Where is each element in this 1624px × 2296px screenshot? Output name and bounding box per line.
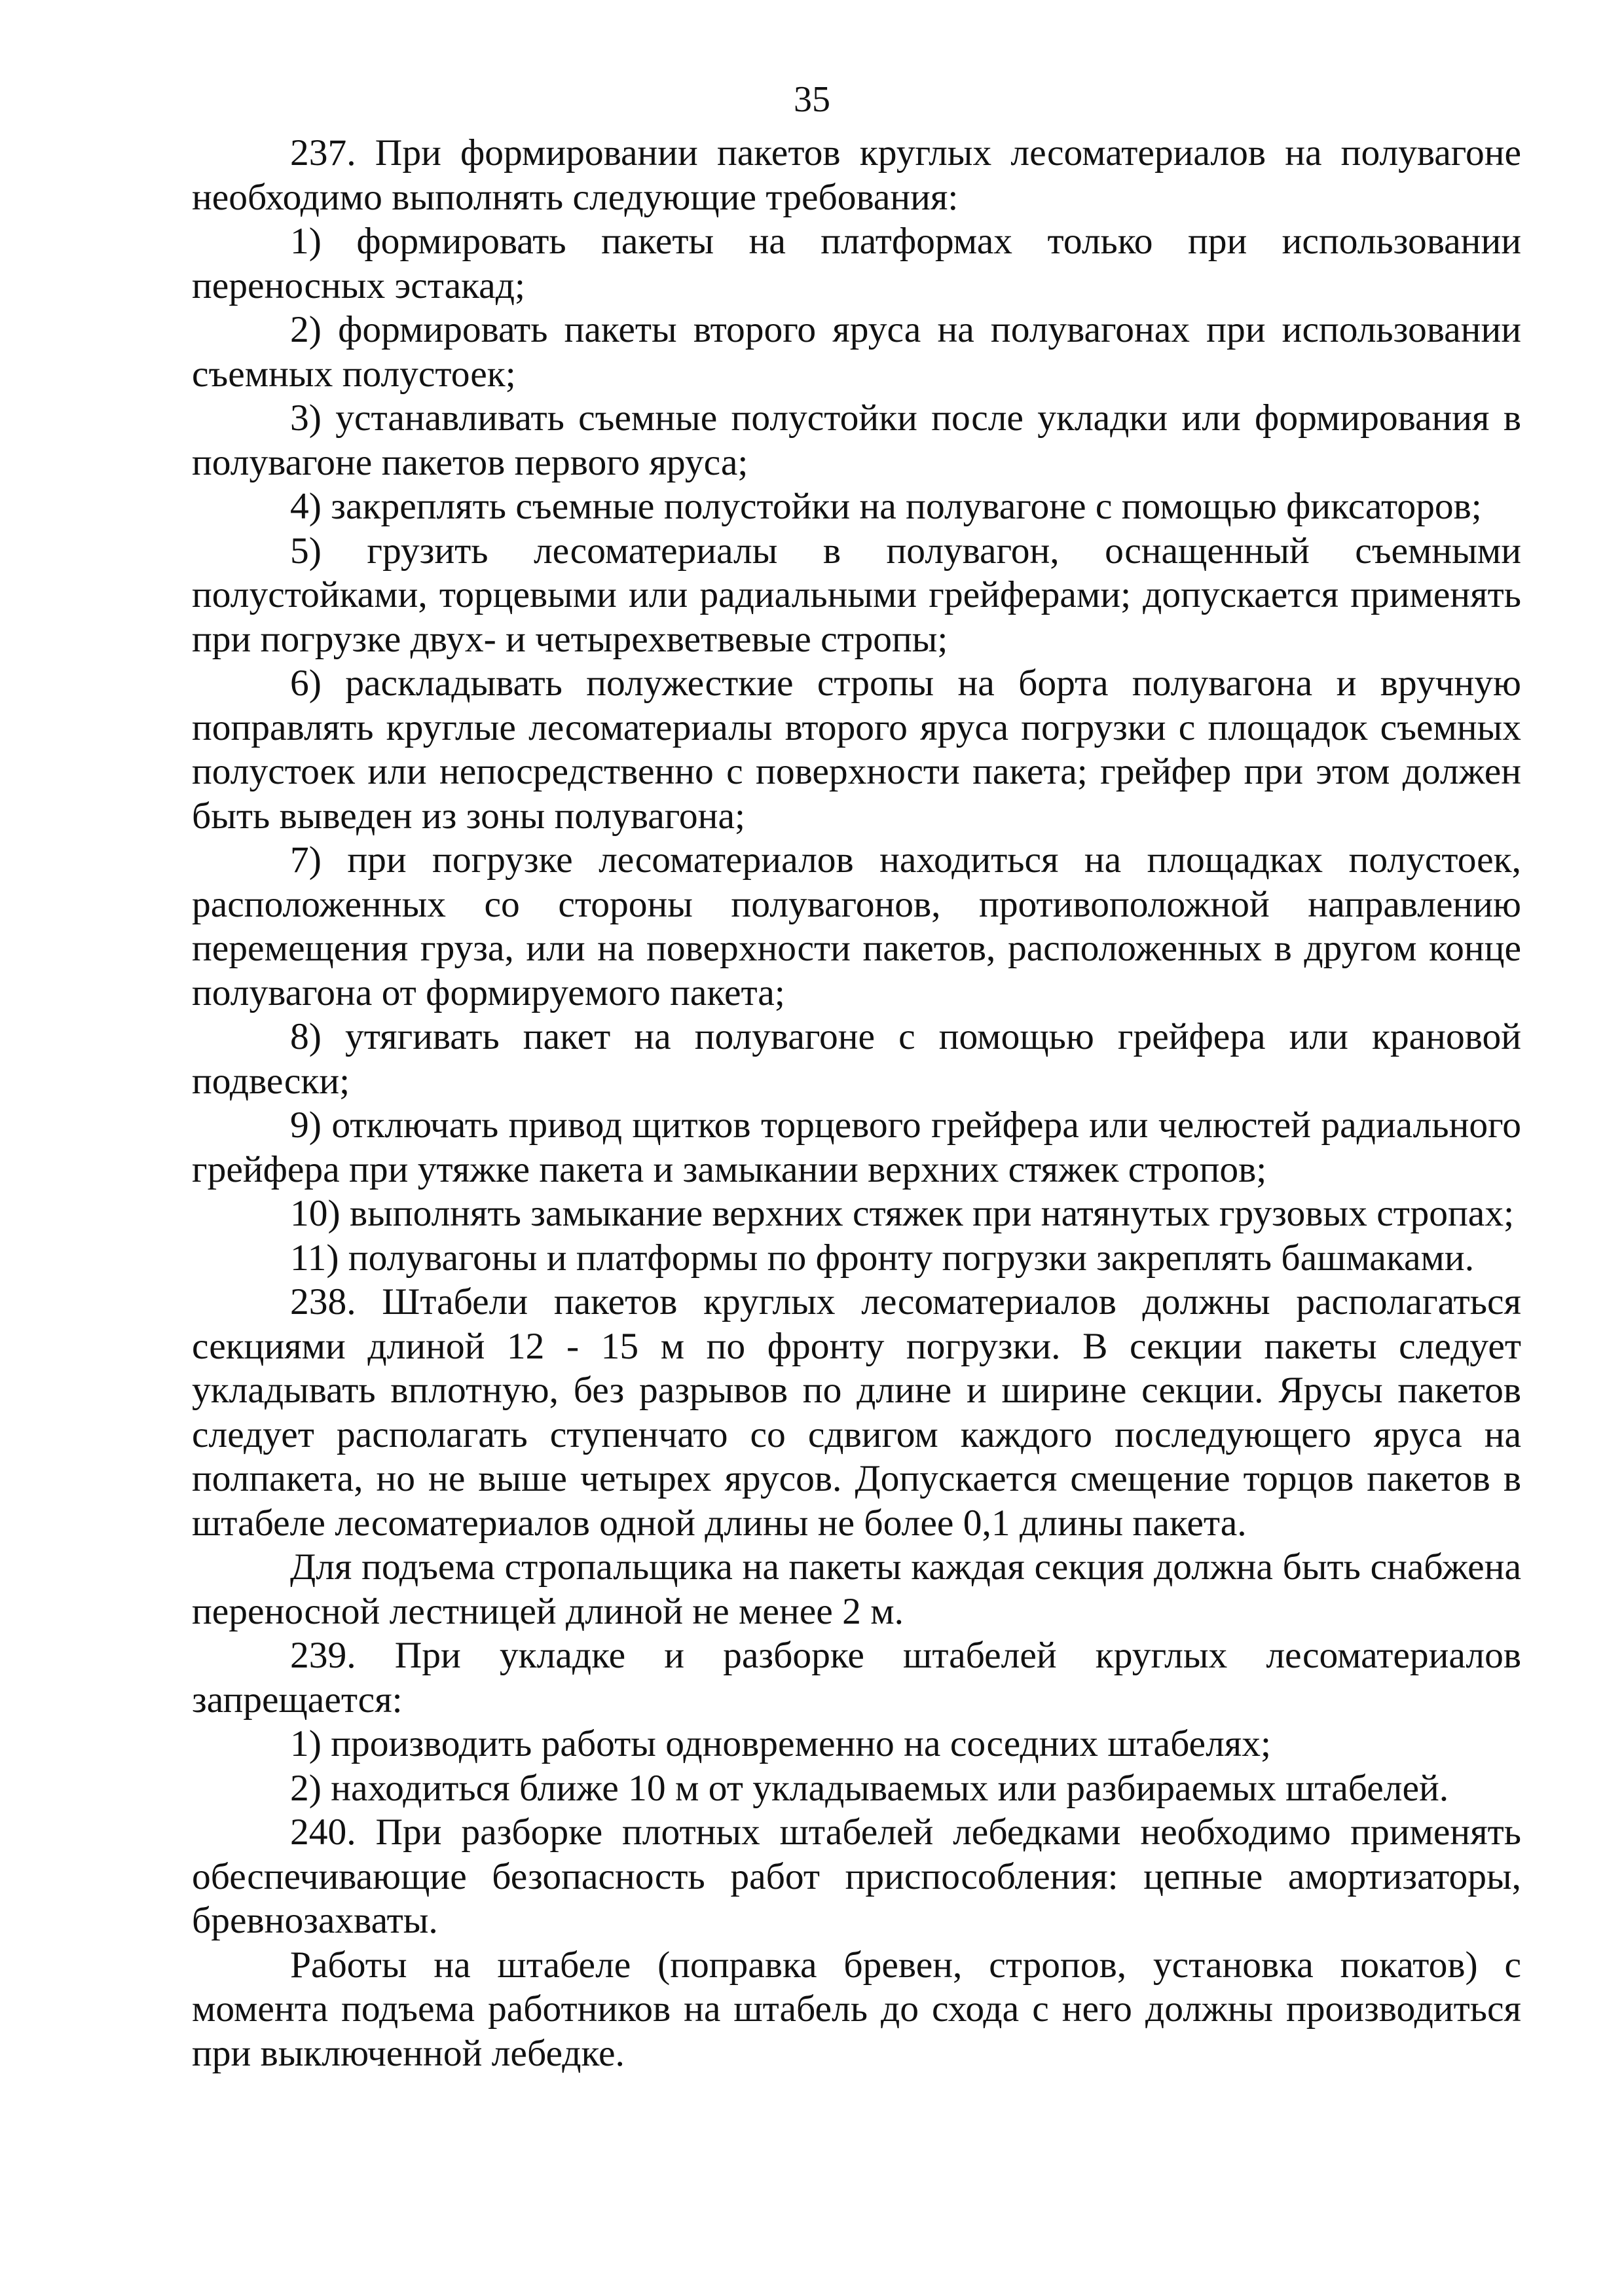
list-item-237-1: 1) формировать пакеты на платформах только при использовании переносных эстакад; [192,221,1521,306]
list-item-237-10: 10) выполнять замыкание верхних стяжек при натянутых грузовых стропах; [290,1193,1515,1234]
page-number: 35 [794,79,830,120]
list-item-237-11: 11) полувагоны и платформы по фронту погрузки закреплять башмаками. [290,1237,1475,1279]
paragraph-238: 238. Штабели пакетов круглых лесоматериалов должны располагаться секциями длиной 12 - 15 м по фронту погрузки. В секции пакеты следует укладывать вплотную, без разрывов по длине и ширине секции. Ярусы пакетов следует располагать ступенчато со сдвигом каждого последующего яруса на полпакета, но не выше четырех ярусов. Допускается смещение торцов пакетов в штабеле лесоматериалов одной длины не более 0,1 длины пакета. [192,1281,1521,1544]
list-item-237-8: 8) утягивать пакет на полувагоне с помощью грейфера или крановой подвески; [192,1016,1521,1102]
list-item-237-5: 5) грузить лесоматериалы в полувагон, оснащенный съемными полустойками, торцевыми или радиальными грейферами; допускается применять при погрузке двух- и четырехветвевые стропы; [192,530,1521,660]
paragraph-240-winch: Работы на штабеле (поправка бревен, стропов, установка покатов) с момента подъема работников на штабель до схода с него должны производиться при выключенной лебедке. [192,1944,1521,2074]
list-item-237-6: 6) раскладывать полужесткие стропы на борта полувагона и вручную поправлять круглые лесоматериалы второго яруса погрузки с площадок съемных полустоек или непосредственно с поверхности пакета; грейфер при этом должен быть выведен из зоны полувагона; [192,663,1521,837]
list-item-239-2: 2) находиться ближе 10 м от укладываемых или разбираемых штабелей. [290,1767,1449,1809]
list-item-237-2: 2) формировать пакеты второго яруса на полувагонах при использовании съемных полустоек; [192,309,1521,395]
paragraph-239-intro: 239. При укладке и разборке штабелей круглых лесоматериалов запрещается: [192,1635,1521,1721]
list-item-239-1: 1) производить работы одновременно на соседних штабелях; [290,1723,1271,1764]
list-item-237-9: 9) отключать привод щитков торцевого грейфера или челюстей радиального грейфера при утяжке пакета и замыкании верхних стяжек стропов; [192,1104,1521,1190]
paragraph-240: 240. При разборке плотных штабелей лебедками необходимо применять обеспечивающие безопасность работ приспособления: цепные амортизаторы, бревнозахваты. [192,1812,1521,1941]
list-item-237-7: 7) при погрузке лесоматериалов находиться на площадках полустоек, расположенных со стороны полувагонов, противоположной направлению перемещения груза, или на поверхности пакетов, расположенных в другом конце полувагона от формируемого пакета; [192,839,1521,1013]
list-item-237-3: 3) устанавливать съемные полустойки после укладки или формирования в полувагоне пакетов первого яруса; [192,397,1521,483]
paragraph-238-ladder: Для подъема стропальщика на пакеты каждая секция должна быть снабжена переносной лестницей длиной не менее 2 м. [192,1546,1521,1632]
paragraph-237-intro: 237. При формировании пакетов круглых лесоматериалов на полувагоне необходимо выполнять следующие требования: [192,132,1521,218]
document-body [192,131,1521,2075]
list-item-237-4: 4) закреплять съемные полустойки на полувагоне с помощью фиксаторов; [290,486,1482,527]
